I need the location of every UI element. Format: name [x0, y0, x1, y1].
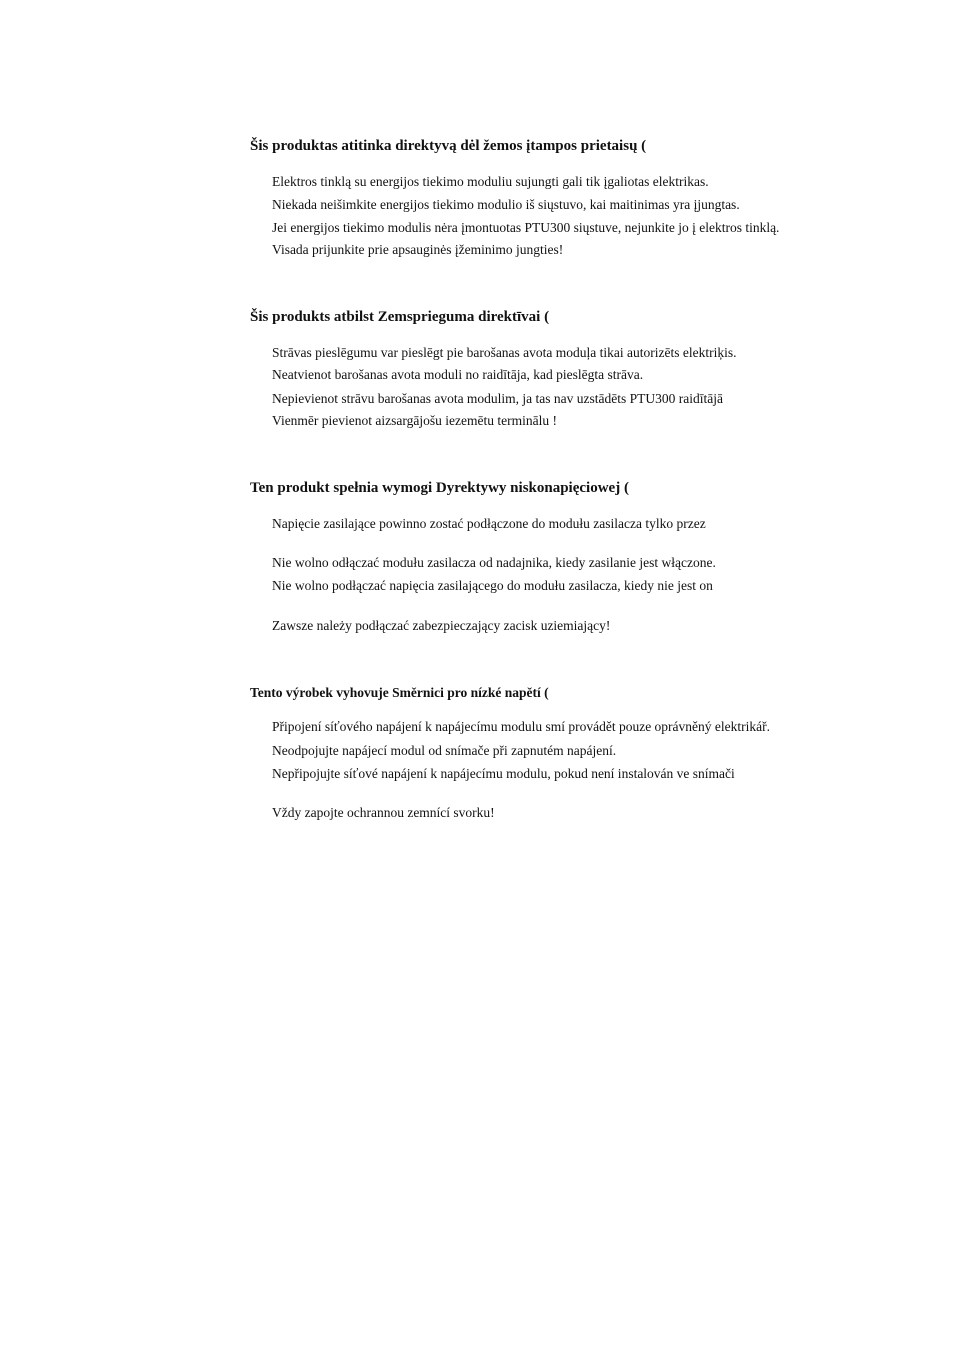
instruction-line: Zawsze należy podłączać zabezpieczający zacisk uziemiający! [272, 618, 611, 633]
section-heading: Ten produkt spełnia wymogi Dyrektywy niskonapięciowej ( [250, 480, 629, 496]
instruction-line: Napięcie zasilające powinno zostać podłączone do modułu zasilacza tylko przez [272, 516, 706, 531]
instruction-line: Niekada neišimkite energijos tiekimo modulio iš siųstuvo, kai maitinimas yra įjungtas. [272, 197, 740, 212]
instruction-line: Visada prijunkite prie apsauginės įžeminimo jungties! [272, 242, 564, 257]
instruction-line: Elektros tinklą su energijos tiekimo moduliu sujungti gali tik įgaliotas elektrikas. [272, 174, 709, 189]
instruction-line: Nepřipojujte síťové napájení k napájecímu modulu, pokud není instalován ve snímači [272, 766, 735, 781]
instruction-line: Neatvienot barošanas avota moduli no raidītāja, kad pieslēgta strāva. [272, 367, 644, 382]
instruction-line: Nie wolno podłączać napięcia zasilającego do modułu zasilacza, kiedy nie jest on [272, 578, 713, 593]
instruction-line: Neodpojujte napájecí modul od snímače při zapnutém napájení. [272, 743, 617, 758]
instruction-line: Připojení síťového napájení k napájecímu modulu smí provádět pouze oprávněný elektrikář. [272, 719, 771, 734]
instruction-line: Vždy zapojte ochrannou zemnící svorku! [272, 805, 495, 820]
instruction-line: Strāvas pieslēgumu var pieslēgt pie barošanas avota moduļa tikai autorizēts elektriķis. [272, 345, 737, 360]
section-heading: Tento výrobek vyhovuje Směrnici pro nízké napětí ( [250, 685, 549, 700]
instruction-line: Vienmēr pievienot aizsargājošu iezemētu terminālu ! [272, 413, 557, 428]
section-heading: Šis produkts atbilst Zemsprieguma direktīvai ( [250, 309, 550, 325]
instruction-line: Jei energijos tiekimo modulis nėra įmontuotas PTU300 siųstuve, nejunkite jo į elektros tinklą. [272, 220, 780, 235]
instruction-line: Nepievienot strāvu barošanas avota modulim, ja tas nav uzstādēts PTU300 raidītājā [272, 391, 724, 406]
instruction-line: Nie wolno odłączać modułu zasilacza od nadajnika, kiedy zasilanie jest włączone. [272, 555, 716, 570]
section-heading: Šis produktas atitinka direktyvą dėl žemos įtampos prietaisų ( [250, 138, 647, 154]
